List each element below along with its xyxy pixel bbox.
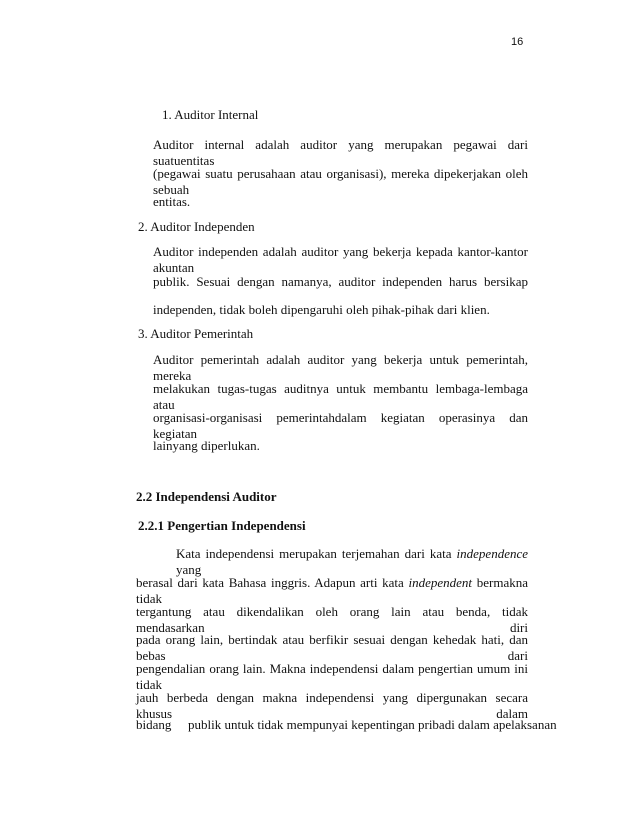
page-number: 16 — [511, 36, 524, 48]
paragraph-line-2 — [136, 575, 528, 607]
paragraph-line-2-text-b: bermakna tidak — [136, 575, 528, 606]
list-item-1-heading: 1. Auditor Internal — [162, 107, 259, 122]
paragraph-line-1 — [176, 546, 528, 578]
paragraph-line-2-emphasis: independent — [408, 575, 473, 590]
list-item-2-line-2: publik. Sesuai dengan namanya, auditor independen harus bersikap — [153, 274, 528, 289]
paragraph-line-5: pengendalian orang lain. Makna independensi dalam pengertian umum ini tidak — [136, 661, 528, 692]
paragraph-line-1-emphasis: independence — [456, 546, 529, 561]
paragraph-line-3: tergantung atau dikendalikan oleh orang lain atau benda, tidak mendasarkan diri — [136, 604, 528, 635]
paragraph-line-7-text-b: publik untuk tidak mempunyai kepentingan pribadi dalam apelaksanan — [188, 717, 557, 732]
subsection-heading: 2.2.1 Pengertian Independensi — [138, 518, 306, 533]
paragraph-line-1-text-b: yang — [176, 562, 202, 577]
list-item-3-line-4: lainyang diperlukan. — [153, 438, 260, 453]
section-heading: 2.2 Independensi Auditor — [136, 489, 277, 504]
list-item-1-line-3: entitas. — [153, 194, 191, 209]
list-item-1-line-2: (pegawai suatu perusahaan atau organisasi), mereka dipekerjakan oleh sebuah — [153, 166, 528, 197]
list-item-3-heading: 3. Auditor Pemerintah — [138, 326, 254, 341]
paragraph-line-4: pada orang lain, bertindak atau berfikir sesuai dengan kehedak hati, dan bebas dari — [136, 632, 528, 663]
paragraph-line-1-text-a: Kata independensi merupakan terjemahan dari kata — [176, 546, 452, 561]
list-item-3-line-3: organisasi-organisasi pemerintahdalam kegiatan operasinya dan kegiatan — [153, 410, 528, 441]
list-item-2-line-3: independen, tidak boleh dipengaruhi oleh pihak-pihak dari klien. — [153, 302, 490, 317]
list-item-1-line-1: Auditor internal adalah auditor yang merupakan pegawai dari suatuentitas — [153, 137, 528, 168]
paragraph-line-7-text-a: bidang — [136, 717, 172, 732]
list-item-3-line-2: melakukan tugas-tugas auditnya untuk membantu lembaga-lembaga atau — [153, 381, 528, 412]
paragraph-line-6: jauh berbeda dengan makna independensi yang dipergunakan secara khusus dalam — [136, 690, 528, 721]
list-item-2-line-1: Auditor independen adalah auditor yang bekerja kepada kantor-kantor akuntan — [153, 244, 528, 275]
list-item-3-line-1: Auditor pemerintah adalah auditor yang bekerja untuk pemerintah, mereka — [153, 352, 528, 383]
paragraph-line-2-text-a: berasal dari kata Bahasa inggris. Adapun arti kata — [136, 575, 404, 590]
list-item-2-heading: 2. Auditor Independen — [138, 219, 255, 234]
paragraph-line-7 — [136, 717, 557, 733]
